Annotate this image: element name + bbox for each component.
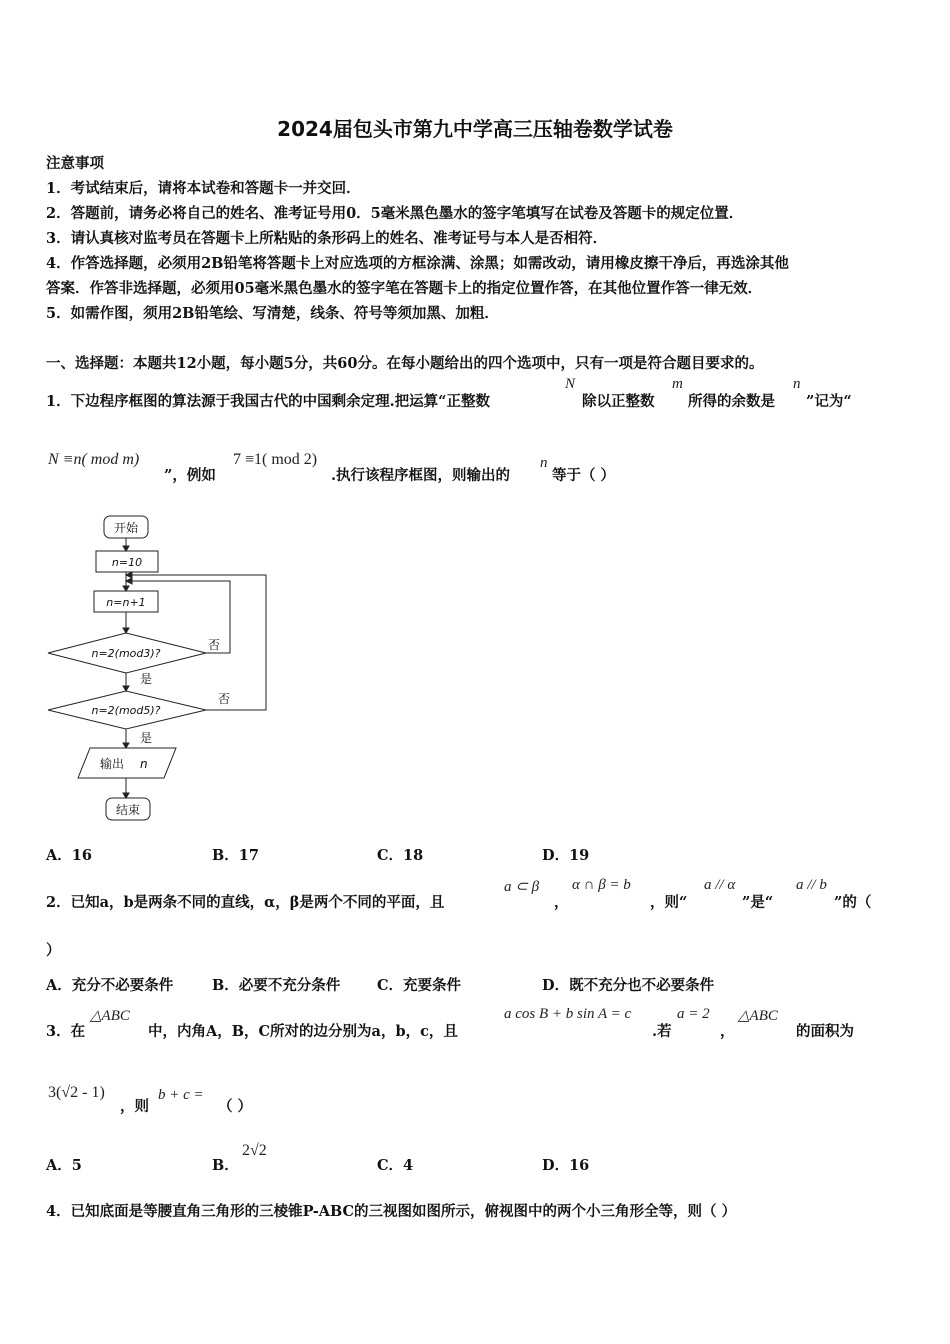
q3-text: 3．在 — [46, 1023, 86, 1040]
q1-option-a[interactable]: A．16 — [46, 847, 92, 864]
q3-formula: a cos B + b sin A = c — [504, 1006, 632, 1022]
q3-text: （ ） — [218, 1098, 253, 1115]
flow-step-label: n=n+1 — [106, 596, 146, 609]
q2-option-b[interactable]: B．必要不充分条件 — [212, 977, 341, 994]
q1-text: 1．下边程序框图的算法源于我国古代的中国剩余定理.把运算“正整数 — [46, 393, 490, 410]
q3-option-a[interactable]: A．5 — [46, 1157, 82, 1174]
q3-option-d[interactable]: D．16 — [542, 1157, 590, 1174]
q1-var-N: N — [565, 376, 576, 392]
flow-cond1-label: n=2(mod3)? — [91, 647, 161, 660]
q1-text: 所得的余数是 — [688, 393, 775, 410]
flow-no-label: 否 — [218, 692, 231, 706]
flow-output-var: n — [140, 757, 148, 771]
notice-item: 1．考试结束后，请将本试卷和答题卡一并交回． — [46, 180, 361, 197]
notice-item: 答案．作答非选择题，必须用05毫米黑色墨水的签字笔在答题卡上的指定位置作答，在其他位置作答一律无效． — [46, 280, 763, 297]
q1-text: 等于（ ） — [552, 467, 616, 484]
flow-yes-label: 是 — [140, 672, 153, 686]
q1-text: ”记为“ — [806, 393, 852, 410]
q4-text: 4．已知底面是等腰直角三角形的三棱锥P-ABC的三视图如图所示，俯视图中的两个小三角形全等，则（ ） — [46, 1203, 737, 1220]
q2-text: 2．已知a，b是两条不同的直线，α，β是两个不同的平面，且 — [46, 894, 445, 911]
flow-output-label: 输出 — [100, 757, 125, 771]
q2-formula: a // α — [704, 877, 736, 893]
flow-output-box — [78, 748, 176, 778]
q3-text: .若 — [652, 1023, 672, 1040]
q1-var-m: m — [672, 376, 683, 392]
q1-option-d[interactable]: D．19 — [542, 847, 590, 864]
flow-init-label: n=10 — [111, 556, 143, 569]
q3-triangle: △ABC — [90, 1008, 130, 1024]
q2-option-a[interactable]: A．充分不必要条件 — [46, 977, 174, 994]
q2-text: ”的（ — [834, 894, 872, 911]
q3-text: 中，内角A，B，C所对的边分别为a，b，c，且 — [148, 1023, 458, 1040]
flowchart — [40, 508, 280, 828]
flow-start-label: 开始 — [113, 521, 139, 535]
q2-text: ， — [554, 894, 569, 911]
q1-example: 7 ≡1( mod 2) — [233, 451, 318, 468]
notice-item: 3．请认真核对监考员在答题卡上所粘贴的条形码上的姓名、准考证号与本人是否相符． — [46, 230, 608, 247]
section-heading: 一、选择题：本题共12小题，每小题5分，共60分。在每小题给出的四个选项中，只有一项是符合题目要求的。 — [46, 355, 764, 372]
notice-heading: 注意事项 — [46, 155, 104, 172]
page-title: 2024届包头市第九中学高三压轴卷数学试卷 — [277, 117, 673, 141]
q3-text: 的面积为 — [796, 1023, 854, 1040]
flow-yes-label: 是 — [140, 731, 153, 745]
flow-no-label: 否 — [208, 638, 221, 652]
notice-item: 5．如需作图，须用2B铅笔绘、写清楚，线条、符号等须加黑、加粗． — [46, 305, 499, 322]
q3-text: ，则 — [120, 1098, 149, 1115]
q1-option-c[interactable]: C．18 — [377, 847, 424, 864]
q1-text: .执行该程序框图，则输出的 — [331, 467, 511, 484]
flow-cond2-label: n=2(mod5)? — [91, 704, 161, 717]
q1-text: ”，例如 — [164, 467, 216, 484]
q2-formula: a ⊂ β — [504, 879, 540, 895]
notice-item: 2．答题前，请务必将自己的姓名、准考证号用0．5毫米黑色墨水的签字笔填写在试卷及答题卡的规定位置． — [46, 205, 744, 222]
q3-text: ， — [720, 1023, 735, 1040]
flow-end-label: 结束 — [115, 803, 141, 817]
q3-option-b[interactable]: B． — [212, 1157, 239, 1174]
q2-text: ） — [46, 942, 61, 959]
q2-formula: a // b — [796, 877, 827, 893]
q2-text: ，则“ — [650, 894, 688, 911]
q1-formula: N ≡n( mod m) — [48, 451, 140, 468]
q3-formula: a = 2 — [677, 1006, 710, 1022]
q2-formula: α ∩ β = b — [572, 877, 631, 893]
notice-item: 4．作答选择题，必须用2B铅笔将答题卡上对应选项的方框涂满、涂黑；如需改动，请用橡皮擦干净后，再选涂其他 — [46, 255, 789, 272]
q1-var-n: n — [540, 455, 548, 471]
q1-option-b[interactable]: B．17 — [212, 847, 259, 864]
q3-option-b-math: 2√2 — [242, 1142, 267, 1159]
q3-triangle: △ABC — [738, 1008, 778, 1024]
q2-option-c[interactable]: C．充要条件 — [377, 977, 462, 994]
q3-area: 3(√2 - 1) — [48, 1084, 105, 1101]
q1-var-n: n — [793, 376, 801, 392]
q3-option-c[interactable]: C．4 — [377, 1157, 414, 1174]
q2-text: ”是“ — [742, 894, 774, 911]
q3-formula: b + c = — [158, 1087, 204, 1103]
q2-option-d[interactable]: D．既不充分也不必要条件 — [542, 977, 715, 994]
q1-text: 除以正整数 — [582, 393, 655, 410]
